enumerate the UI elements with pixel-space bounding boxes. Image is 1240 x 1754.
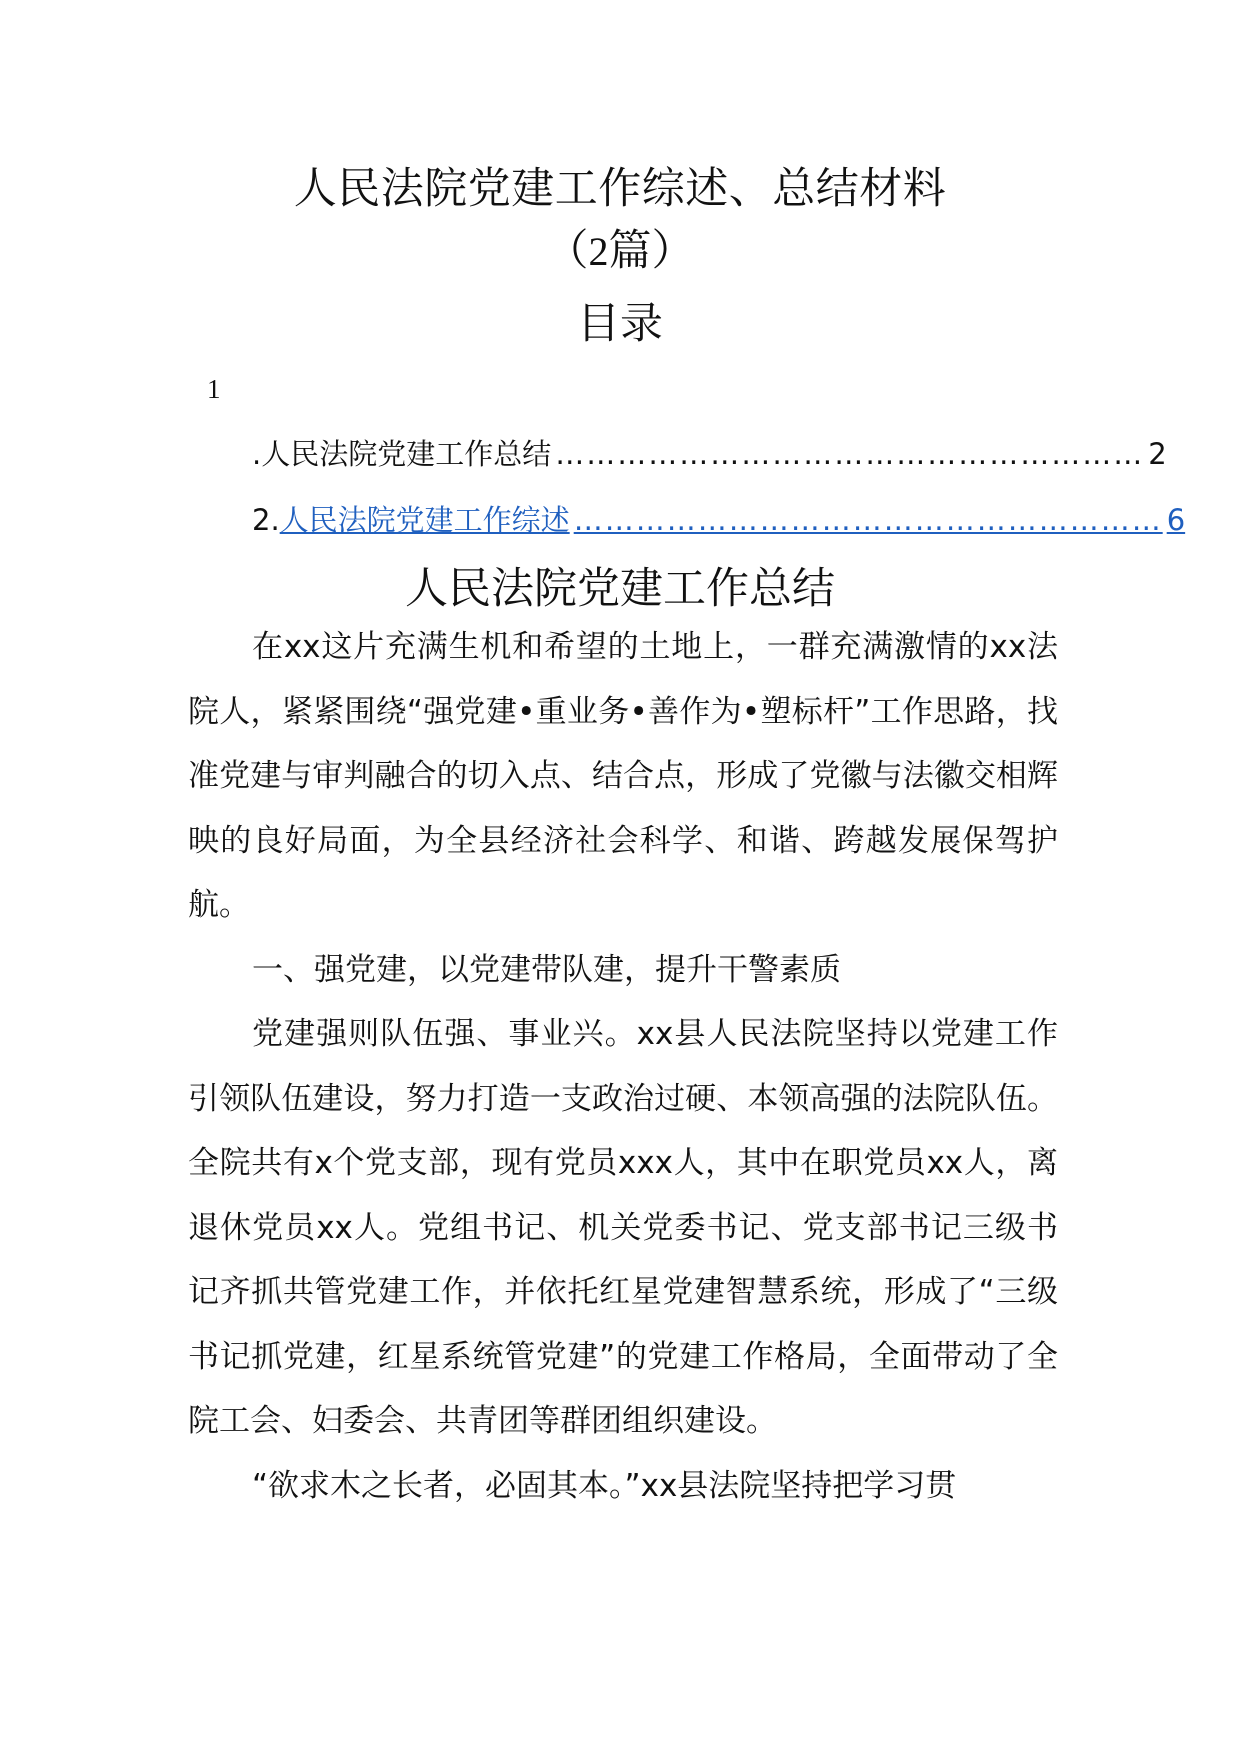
document-title: 人民法院党建工作综述、总结材料 <box>293 164 947 214</box>
paragraph-intro: 在xx这片充满生机和希望的土地上，一群充满激情的xx法院人，紧紧围绕“强党建•重业务•善作为•塑标杆”工作思路，找准党建与审判融合的切入点、结合点，形成了党徽与法徽交相辉映的良好局面，为全县经济社会科学、和谐、跨越发展保驾护航。 <box>188 629 1058 923</box>
paragraph-party-building: 党建强则队伍强、事业兴。xx县人民法院坚持以党建工作引领队伍建设，努力打造一支政治过硬、本领高强的法院队伍。全院共有x个党支部，现有党员xxx人，其中在职党员xx人，离退休党员xx人。党组书记、机关党委书记、党支部书记三级书记齐抓共管党建工作，并依托红星党建智慧系统，形成了“三级书记抓党建，红星系统管党建”的党建工作格局，全面带动了全院工会、妇委会、共青团等群团组织建设。 <box>188 1016 1058 1439</box>
toc-entry-1-prefix: . <box>252 437 262 471</box>
stray-page-number: 1 <box>207 374 221 404</box>
body-text <box>188 615 1058 1518</box>
toc-entry-2-page[interactable]: 6 <box>1166 503 1186 537</box>
title-count-number: 2 <box>588 229 609 274</box>
toc-entry-2-prefix: 2. <box>252 503 280 537</box>
toc-entry-1 <box>252 434 1167 474</box>
toc-entry-1-leader: ………………………………………………… <box>555 437 1145 471</box>
section-title: 人民法院党建工作总结 <box>405 564 835 614</box>
title-count-suffix: 篇） <box>608 226 695 276</box>
toc-entry-2-leader[interactable]: ………………………………………………… <box>573 503 1163 537</box>
toc-entry-1-page: 2 <box>1148 437 1167 471</box>
toc-entry-2-title[interactable]: 人民法院党建工作综述 <box>279 503 570 537</box>
toc-entry-2-link[interactable] <box>252 500 1186 540</box>
paragraph-quote: “欲求木之长者，必固其本。”xx县法院坚持把学习贯 <box>252 1467 957 1504</box>
subheading-1: 一、强党建，以党建带队建，提升干警素质 <box>252 951 841 988</box>
document-title-count <box>0 226 1240 276</box>
title-count-open-paren: （ <box>545 226 589 276</box>
toc-entry-1-title: 人民法院党建工作总结 <box>261 437 552 471</box>
toc-heading: 目录 <box>577 299 663 349</box>
